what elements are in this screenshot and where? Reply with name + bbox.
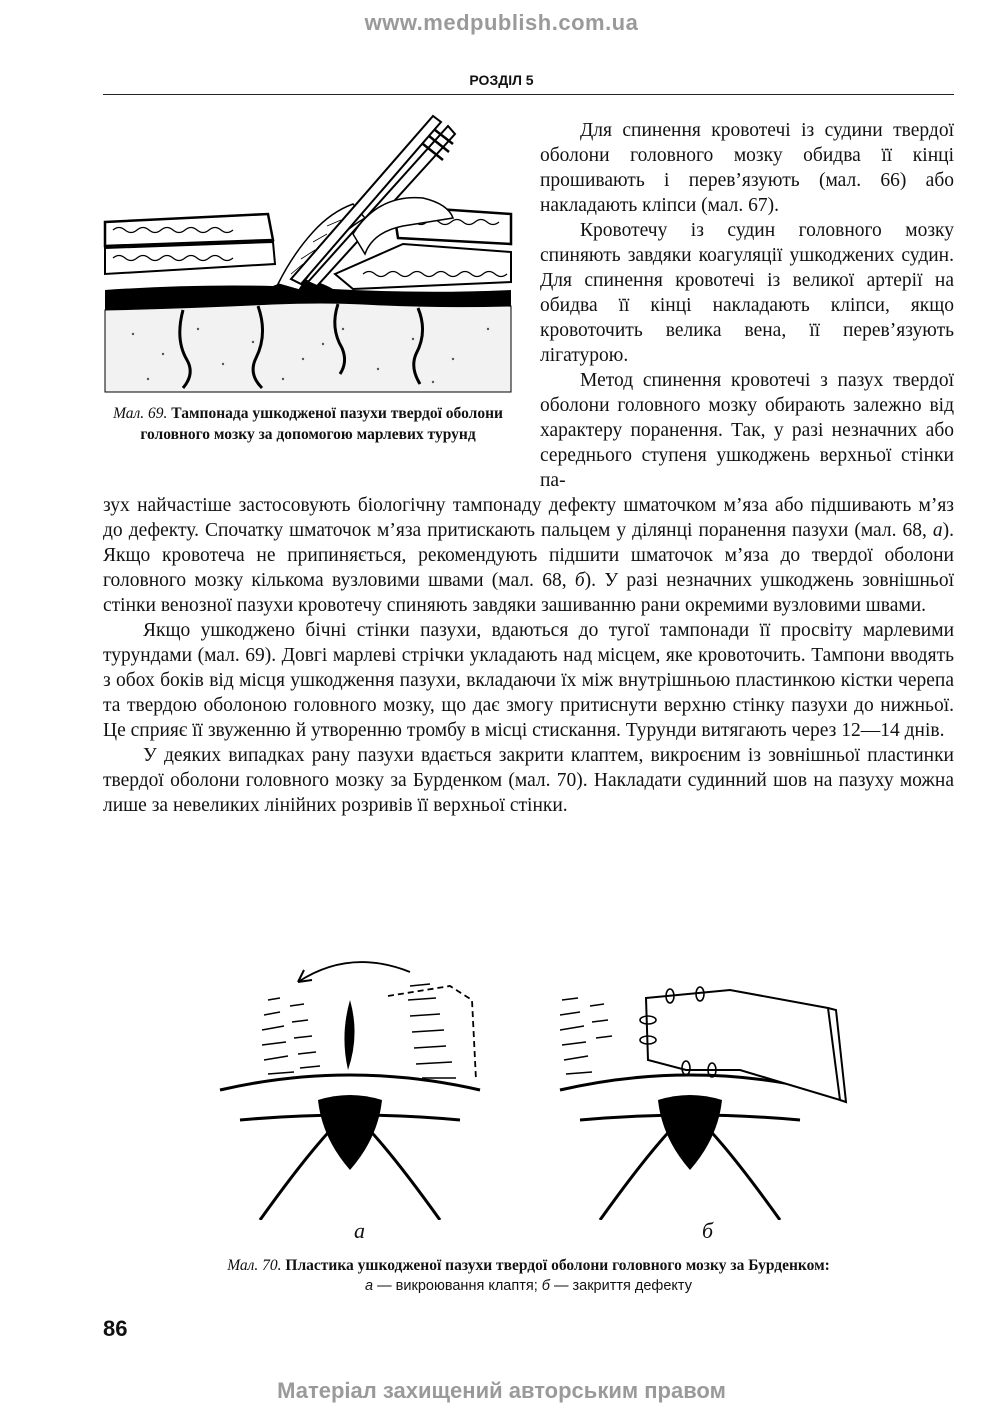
figure-68-ref-a: а	[932, 520, 943, 541]
paragraph-5: У деяких випадках рану пазухи вдається закрити клаптем, викроєним із зовнішньої пластинки твердої оболони головного мозку за Бурденком (мал. 70). Накладати судинний шов на пазуху можна лише за невеликих лінійних розривів її верхньої стінки.	[103, 745, 954, 816]
paragraph-2: Кровотечу із судин головного мозку спиняють завдяки коагуляції ушкоджених судин. Для спинення кровотечі із великої артерії на обидва її кінці накладають кліпси, якщо кровоточить велика вена, її перев’язують лігатурою.	[540, 220, 954, 366]
legend-letter-a: а	[365, 1278, 374, 1294]
figure-69-illustration	[103, 114, 513, 394]
legend-text-a: — викроювання клаптя;	[373, 1278, 542, 1294]
figure-70-label-a: а	[354, 1218, 365, 1243]
legend-text-b: — закриття дефекту	[549, 1278, 692, 1294]
paragraph-3-start: Метод спинення кровотечі з пазух твердої оболони головного мозку обирають залежно від характеру поранення. Так, у разі незначних або середнього ступеня ушкоджень верхньої стінки па-	[540, 370, 954, 491]
copyright-watermark: Матеріал захищений авторським правом	[277, 1378, 726, 1403]
figure-70-panel-a	[220, 962, 480, 1220]
figure-69-caption	[103, 403, 513, 445]
site-watermark: www.medpublish.com.ua	[364, 10, 639, 35]
figure-70-text: Пластика ушкодженої пазухи твердої оболони головного мозку за Бурденком:	[285, 1257, 830, 1274]
figure-70-label-b: б	[702, 1218, 714, 1243]
paragraph-1: Для спинення кровотечі із судини твердої оболони головного мозку обидва її кінці прошивають і перев’язують (мал. 66) або накладають кліпси (мал. 67).	[540, 120, 954, 216]
figure-70-panel-b	[560, 987, 846, 1220]
figure-68-ref-b: б	[574, 570, 585, 591]
figure-70-number: Мал. 70.	[227, 1257, 282, 1274]
figure-70-illustration	[200, 960, 860, 1220]
figure-69-number: Мал. 69.	[113, 405, 168, 422]
paragraph-3-continued	[103, 493, 954, 618]
header-rule	[103, 94, 954, 95]
page-number: 86	[103, 1316, 128, 1341]
text-column-full	[103, 493, 954, 818]
figure-70-caption-line2	[103, 1276, 954, 1296]
running-header: РОЗДІЛ 5	[469, 72, 534, 88]
figure-70-caption-line1	[103, 1256, 954, 1276]
paragraph-3-segment-a: зух найчастіше застосовують біологічну тампонаду дефекту шматочком м’яза або підшивають м’яз до дефекту. Спочатку шматочок м’яза притискають пальцем у ділянці поранення пазухи (мал. 68,	[103, 495, 954, 541]
paragraph-4: Якщо ушкоджено бічні стінки пазухи, вдаються до тугої тампонади її просвіту марлевими турундами (мал. 69). Довгі марлеві стрічки укладають над місцем, яке кровоточить. Тампони вводять з обох боків від місця ушкодження пазухи, вкладаючи їх між внутрішньою пластинкою кістки черепа та твердою оболоною головного мозку, що дає змогу притиснути верхню стінку пазухи до нижньої. Це сприяє її звуженню й утворенню тромбу в місці стискання. Турунди витягають через 12—14 днів.	[103, 620, 954, 741]
paragraph-3-segment-c: ). У разі незначних ушкоджень зовнішньої стінки венозної пазухи кровотечу спиняють завдяки зашиванню рани окремими вузловими швами.	[103, 570, 954, 616]
figure-69-text: Тампонада ушкодженої пазухи твердої оболони головного мозку за допомогою марлевих турунд	[140, 405, 503, 443]
text-column-right	[540, 118, 954, 493]
paragraph-3-segment-b: ). Якщо кровотеча не припиняється, рекомендують підшити шматочок м’яза до твердої оболони головного мозку кількома вузловими швами (мал. 68,	[103, 520, 954, 591]
legend-letter-b: б	[541, 1278, 550, 1294]
figure-70-caption	[103, 1256, 954, 1296]
